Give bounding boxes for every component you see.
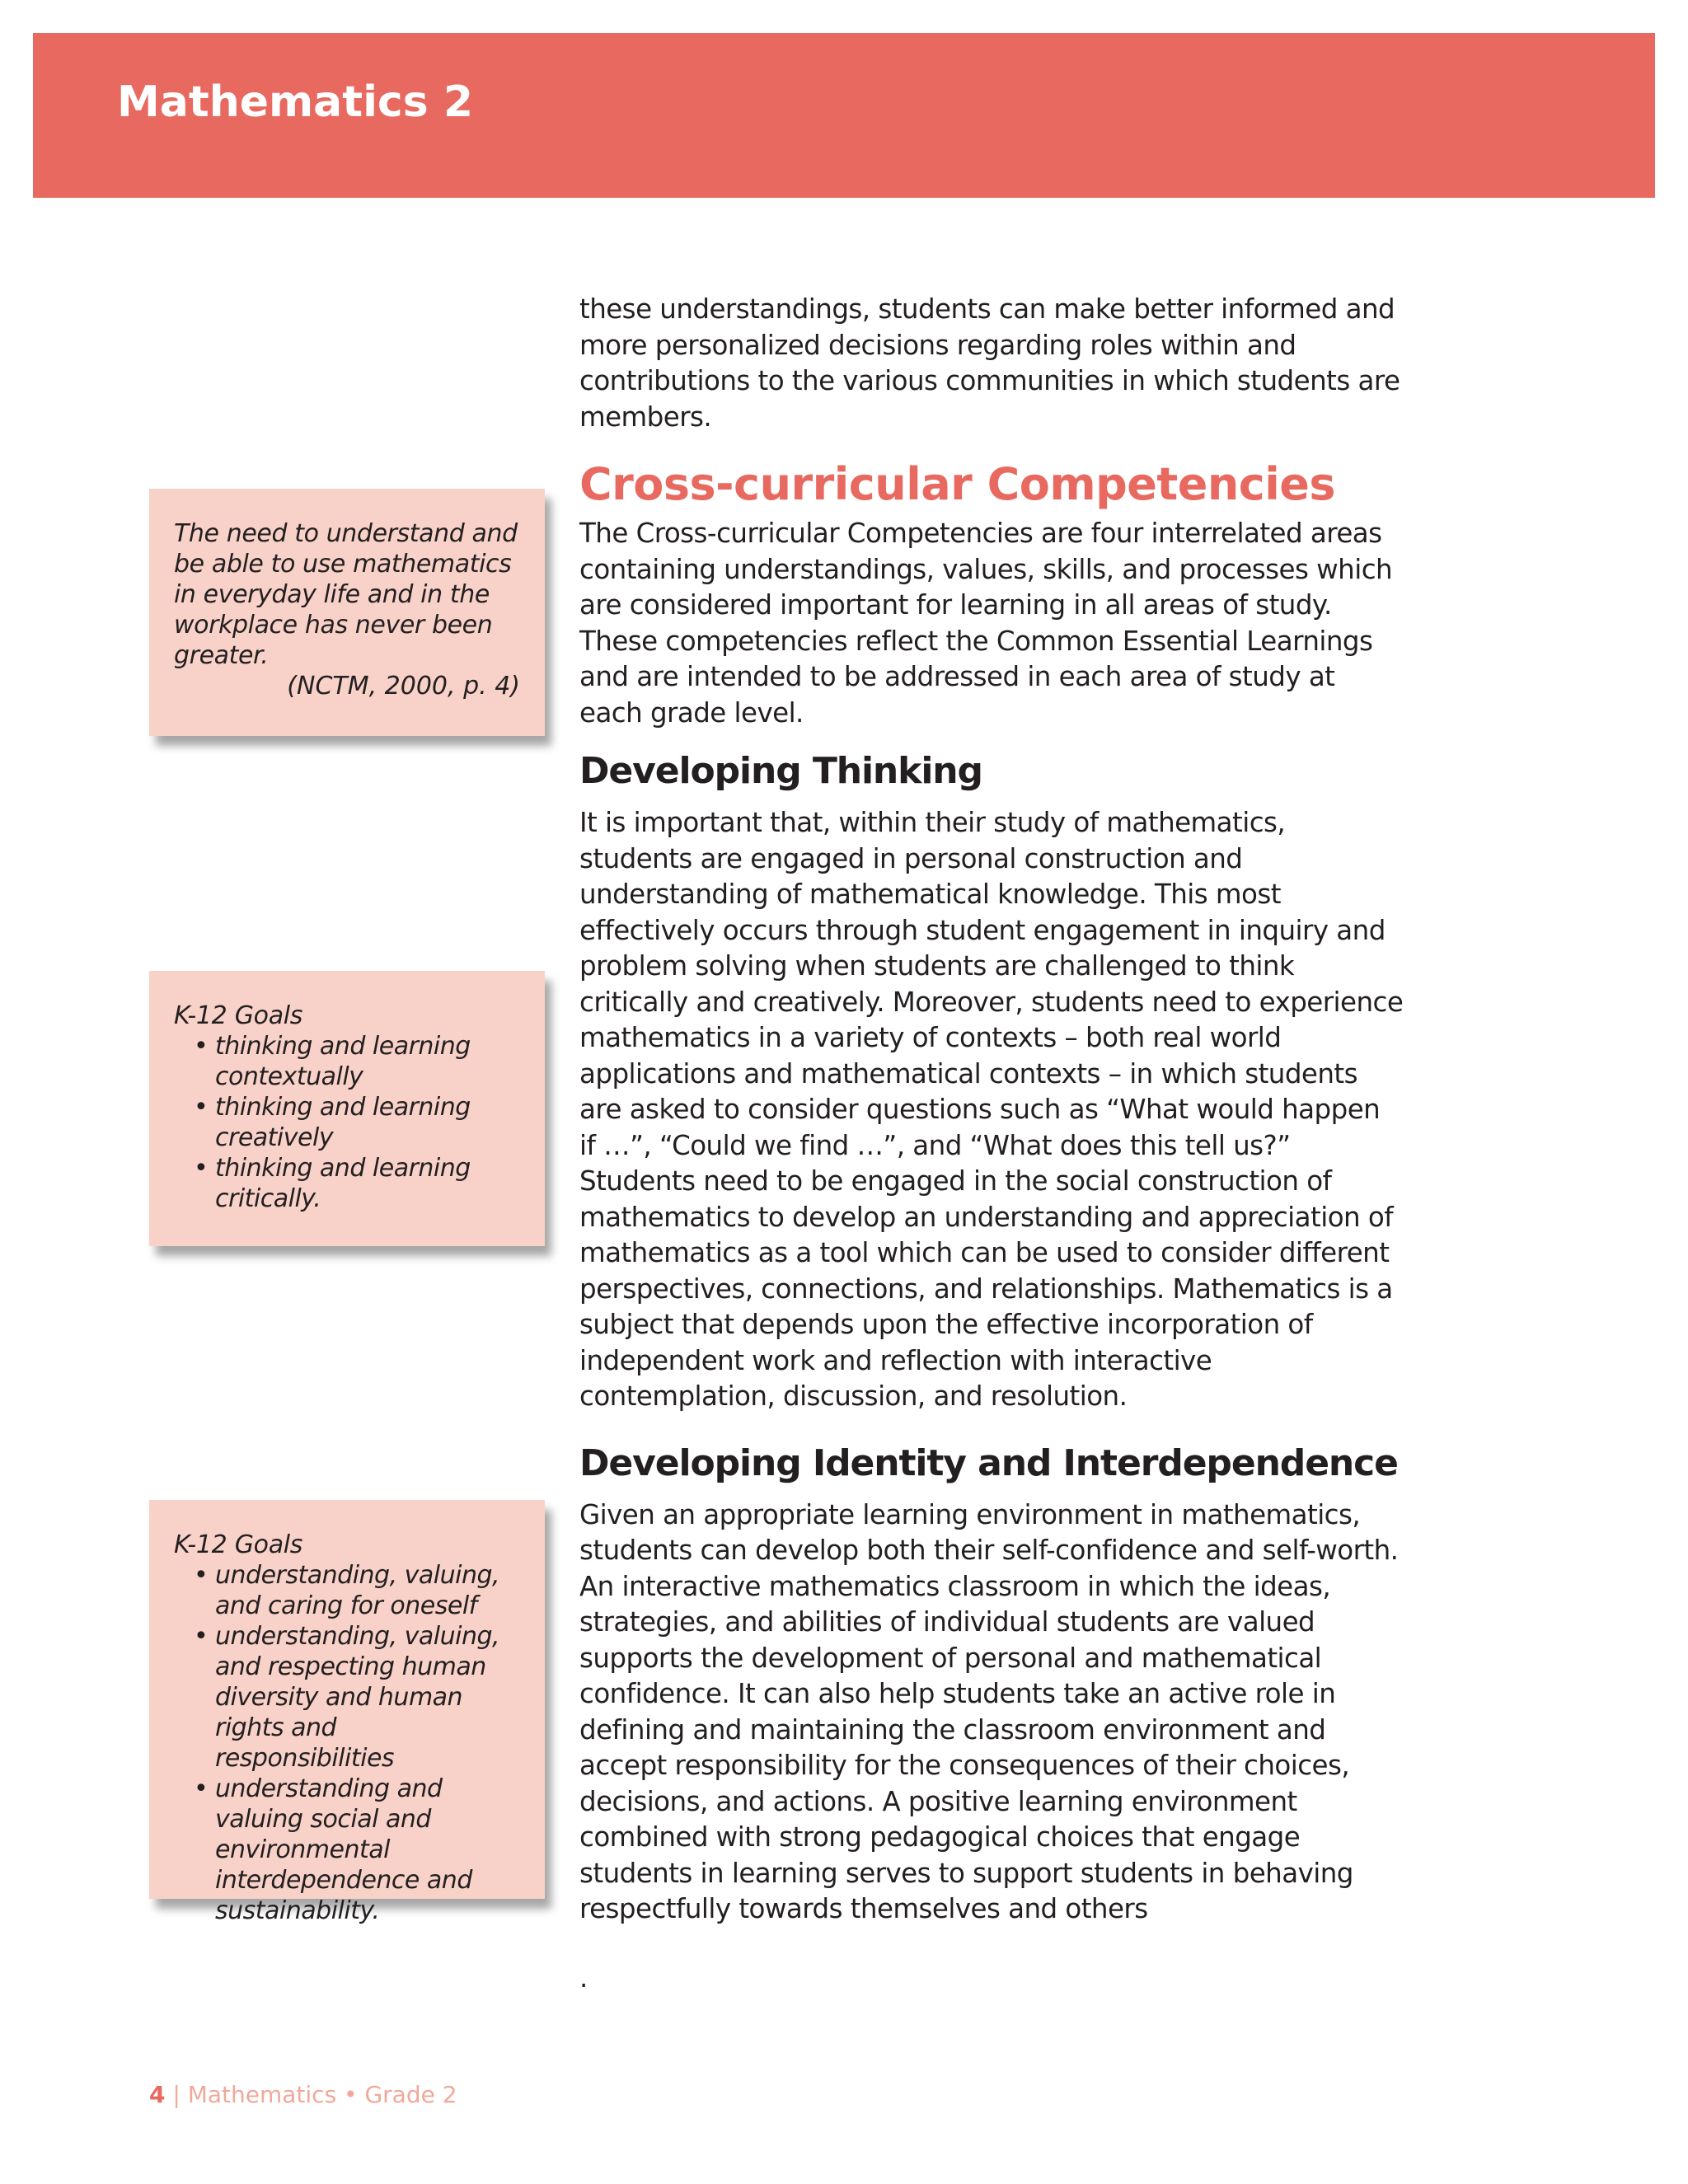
goals-heading: K-12 Goals <box>174 1530 303 1559</box>
intro-paragraph: these understandings, students can make better informed and more personalized decisions regarding roles within and contributions to the various communities in which students are members. <box>579 293 1400 433</box>
goals-list-item: • thinking and learning critically. <box>174 1153 520 1214</box>
footer-separator: | <box>165 2081 188 2108</box>
sidebar-quote-box <box>149 489 545 736</box>
sidebar-goals-thinking-box <box>149 971 545 1246</box>
trailing-period: . <box>579 1961 588 1994</box>
page-footer <box>149 2081 457 2108</box>
goals-list-item: • thinking and learning contextually <box>174 1031 520 1092</box>
quote-citation: (NCTM, 2000, p. 4) <box>287 672 520 701</box>
main-content <box>579 292 1404 1996</box>
quote-text: The need to understand and be able to use mathematics in everyday life and in the workplace has never been greater. <box>174 519 518 670</box>
page-header-title: Mathematics 2 <box>117 77 473 127</box>
goals-heading: K-12 Goals <box>174 1001 303 1030</box>
developing-thinking-heading: Developing Thinking <box>579 750 982 792</box>
page-number: 4 <box>149 2081 166 2108</box>
developing-thinking-body: It is important that, within their study of mathematics, students are engaged in personal construction and understanding of mathematical knowledge. This most effectively occurs through student engagement in inquiry and problem solving when students are challenged to think critically and creatively. Moreover, students need to experience mathematics in a variety of contexts – both real world applications and mathematical contexts – in which students are asked to consider questions such as “What would happen if …”, “Could we find …”, and “What does this tell us?” Students need to be engaged in the social construction of mathematics to develop an understanding and appreciation of mathematics as a tool which can be used to consider different perspectives, connections, and relationships. Mathematics is a subject that depends upon the effective incorporation of independent work and reflection with interactive contemplation, discussion, and resolution. <box>579 807 1404 1412</box>
developing-identity-body: Given an appropriate learning environment in mathematics, students can develop both their self-confidence and self-worth. An interactive mathematics classroom in which the ideas, strategies, and abilities of individual students are valued supports the development of personal and mathematical confidence. It can also help students take an active role in defining and maintaining the classroom environment and accept responsibility for the consequences of their choices, decisions, and actions. A positive learning environment combined with strong pedagogical choices that engage students in learning serves to support students in behaving respectfully towards themselves and others <box>579 1498 1399 1924</box>
goals-list-item: • understanding, valuing, and respecting human diversity and human rights and responsibilities <box>174 1621 520 1774</box>
section-title: Cross-curricular Competencies <box>579 458 1336 510</box>
section-intro-paragraph: The Cross-curricular Competencies are four interrelated areas containing understandings, values, skills, and processes which are considered important for learning in all areas of study. These competencies reflect the Common Essential Learnings and are intended to be addressed in each area of study at each grade level. <box>579 518 1393 729</box>
developing-identity-heading: Developing Identity and Interdependence <box>579 1441 1398 1484</box>
goals-list-item: • thinking and learning creatively <box>174 1092 520 1153</box>
goals-list <box>174 1560 520 1926</box>
goals-list <box>174 1031 520 1214</box>
footer-label: Mathematics • Grade 2 <box>187 2081 457 2108</box>
goals-list-item: • understanding and valuing social and environmental interdependence and sustainability. <box>174 1774 520 1926</box>
goals-list-item: • understanding, valuing, and caring for oneself <box>174 1560 520 1621</box>
sidebar-goals-identity-box <box>149 1500 545 1925</box>
